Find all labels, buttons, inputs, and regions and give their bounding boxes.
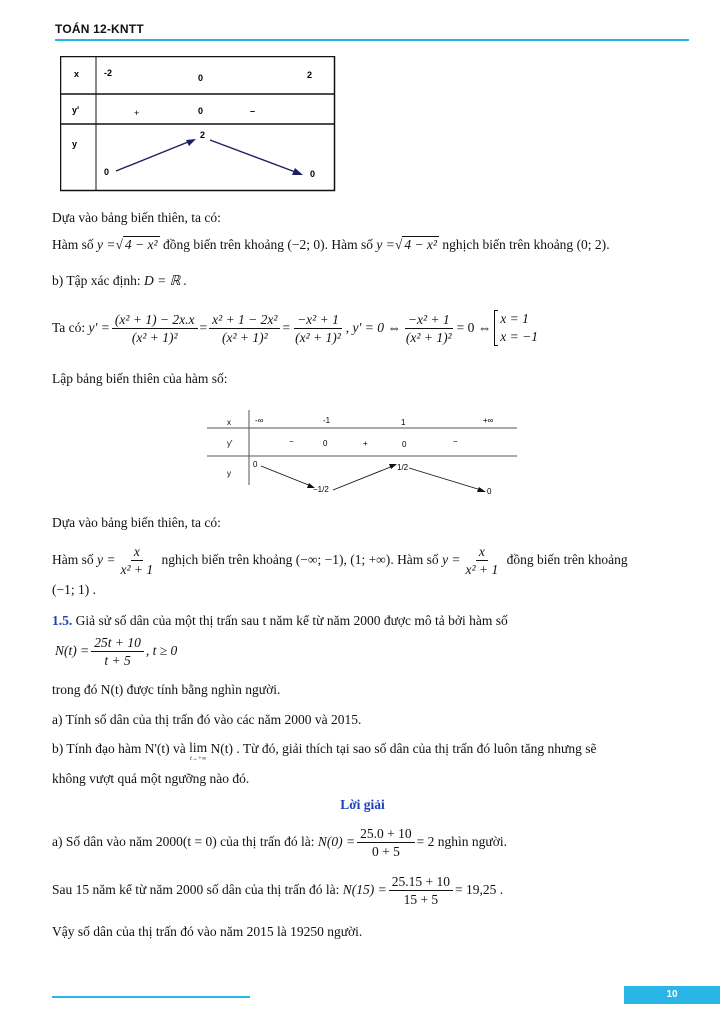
t2-y-val: 0: [487, 487, 492, 496]
solution-a: a) Số dân vào năm 2000(t = 0) của thị trấn đó là: N(0) = $\frac{25.0 + 10}{0 + 5}$ = 2 nghìn người.: [52, 825, 507, 859]
t2-yp-sign: +: [363, 439, 368, 448]
document-header-title: TOÁN 12-KNTT: [55, 22, 144, 36]
radicand: 4 − x²: [124, 237, 158, 252]
t1-y-max: 2: [200, 130, 206, 140]
fraction: $\frac{x}{\text{x² + 1}}$: [465, 543, 499, 577]
fraction: $\frac{\text{x² + 1 − 2x²}}{\text{(x² + 1)²}}$: [209, 312, 280, 345]
t2-x-val: -1: [323, 416, 331, 425]
fraction: $\frac{25.15 + 10}{15 + 5}$: [389, 874, 453, 907]
t2-yp-zero: 0: [323, 439, 328, 448]
interval-continuation: (−1; 1) .: [52, 582, 96, 597]
t2-y-val: 0: [253, 460, 258, 469]
t2-y-label: y: [227, 469, 231, 478]
exercise-label: 1.5.: [52, 613, 73, 628]
paragraph-monotonic-1: Hàm số y =√ 4 − x² đồng biến trên khoảng (−2; 0). Hàm số y =√ 4 − x² nghịch biến trên khoảng (0; 2).: [52, 237, 610, 252]
t1-x-val: 2: [307, 70, 313, 80]
paragraph-monotonic-2: Hàm số y = $\frac{x}{\text{x² + 1}}$ nghịch biến trên khoảng (−∞; −1), (1; +∞) . Hàm số y = $\frac{x}{\text{x² + 1}}$ đồng biến trên khoảng: [52, 543, 628, 577]
paragraph: Dựa vào bảng biến thiên, ta có:: [52, 515, 221, 530]
fraction: $\frac{\text{−x² + 1}}{\text{(x² + 1)²}}$: [405, 311, 452, 345]
conclusion: Vậy số dân của thị trấn đó vào năm 2015 là 19250 người.: [52, 924, 363, 939]
t1-yp-label: y': [72, 105, 80, 115]
t1-yp-sign: +: [134, 108, 140, 118]
t2-x-val: +∞: [483, 416, 494, 425]
question-a: a) Tính số dân của thị trấn đó vào các năm 2000 và 2015.: [52, 712, 362, 727]
solution-2015: Sau 15 năm kể từ năm 2000 số dân của thị trấn đó là: N(15) = $\frac{25.15 + 10}{15 + 5}$ = 19,25 .: [52, 873, 504, 907]
t2-x-val: 1: [401, 418, 406, 427]
t1-yp-zero: 0: [198, 106, 204, 116]
exercise-statement: 1.5. Giả sử số dân của một thị trấn sau t năm kể từ năm 2000 được mô tả bởi hàm số: [52, 613, 508, 628]
t1-y-end: 0: [310, 169, 316, 179]
t2-x-label: x: [227, 418, 231, 427]
t1-x-val: 0: [198, 73, 204, 83]
paragraph: Lập bảng biến thiên của hàm số:: [52, 371, 228, 386]
t1-x-label: x: [74, 69, 80, 79]
t1-y-min: 0: [104, 167, 110, 177]
t1-yp-sign: –: [250, 106, 256, 116]
solution-title: Lời giải: [340, 797, 385, 812]
population-formula: N(t) = $\frac{25t + 10}{t + 5}$ , t ≥ 0: [55, 634, 178, 668]
solution-bracket: x = 1 x = −1: [494, 310, 538, 346]
t1-x-val: -2: [104, 68, 113, 78]
t2-yp-zero: 0: [402, 440, 407, 449]
fraction: $\frac{\text{−x² + 1}}{\text{(x² + 1)²}}$: [295, 311, 341, 345]
arrow-up: [116, 140, 193, 171]
variation-table-2: [205, 408, 520, 506]
t2-y-max: 1/2: [397, 463, 409, 472]
paragraph: trong đó N(t) được tính bằng nghìn người.: [52, 682, 281, 697]
t2-yp-label: y': [227, 439, 233, 448]
derivative-equation: Ta có: y' = $\frac{\text{(x² + 1) − 2x.x}}{\text{(x² + 1)²}}$ = $\frac{\text{x² + 1 − 2x²}}{\text{(x² + 1)²}}$ = $\frac{\text{−x² + 1}}{\text{(x² + 1)²}}$ , y' = 0 ⇔ $\frac{\text{−x² + 1}}{\text{(x² + 1)²}}$ = 0 ⇔ x = 1 x = −1: [52, 311, 538, 345]
fraction: $\frac{25.0 + 10}{0 + 5}$: [357, 826, 415, 859]
page-number: 10: [624, 986, 720, 1004]
paragraph-domain: b) Tập xác định: D = ℝ .: [52, 273, 188, 288]
paragraph: Dựa vào bảng biến thiên, ta có:: [52, 210, 221, 225]
header-rule: [55, 39, 689, 41]
t2-yp-sign: −: [453, 437, 458, 446]
arrow-down: [210, 140, 298, 173]
paragraph: không vượt quá một ngưỡng nào đó.: [52, 771, 250, 786]
question-b: b) Tính đạo hàm N'(t) và lim t→+∞ N(t) . Từ đó, giải thích tại sao số dân của thị trấn đó luôn tăng nhưng sẽ: [52, 740, 597, 762]
t2-x-val: -∞: [255, 416, 264, 425]
t2-yp-sign: −: [289, 437, 294, 446]
limit-expression: lim t→+∞: [189, 740, 208, 762]
fraction: $\frac{25t + 10}{t + 5}$: [91, 635, 144, 668]
footer-rule: [52, 996, 250, 998]
fraction: $\frac{x}{\text{x² + 1}}$: [120, 543, 154, 577]
t2-y-min: −1/2: [313, 485, 329, 494]
t1-y-label: y: [72, 139, 78, 149]
variation-table-1: [60, 56, 338, 194]
fraction: $\frac{\text{(x² + 1) − 2x.x}}{\text{(x² + 1)²}}$: [112, 312, 198, 345]
